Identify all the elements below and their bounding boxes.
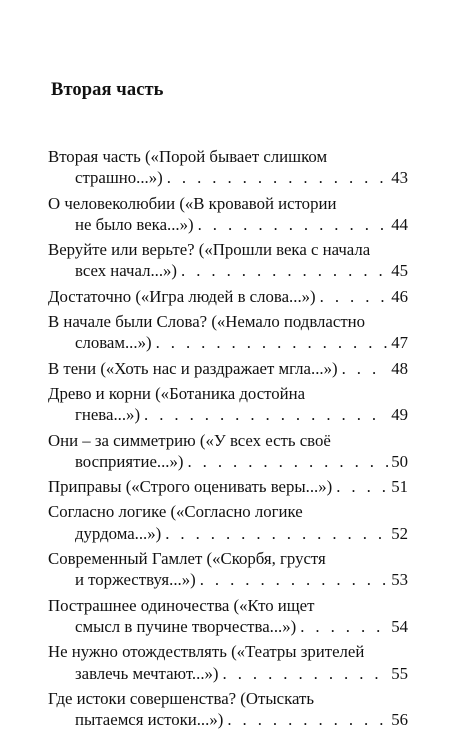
toc-entry: [48, 193, 408, 236]
toc-entry-title-continued: словам...»): [75, 333, 152, 353]
page-number: 55: [391, 663, 408, 683]
toc-entry-title-continued: не было века...»): [75, 214, 194, 234]
toc-entry-line: [48, 358, 408, 379]
toc-entry-continuation: [48, 569, 408, 590]
dot-leader: [167, 167, 389, 188]
page-number: 44: [391, 214, 408, 234]
toc-entry-title-continued: и торжествуя...»): [75, 570, 196, 590]
toc-entry-continuation: [48, 523, 408, 544]
toc-entry: [48, 430, 408, 473]
toc-entry: [48, 641, 408, 684]
dot-leader: [187, 451, 388, 472]
page-number: 43: [391, 168, 408, 188]
toc-entry-title-continued: восприятие...»): [75, 451, 184, 471]
toc-entry-continuation: [48, 404, 408, 425]
toc-entry-title-continued: пытаемся истоки...»): [75, 710, 224, 730]
dot-leader: [320, 286, 389, 307]
page-number: 48: [391, 358, 408, 378]
toc-entry: [48, 286, 408, 307]
toc-entry-continuation: [48, 214, 408, 235]
page-number: 52: [391, 523, 408, 543]
toc-entry-continuation: [48, 616, 408, 637]
dot-leader: [144, 404, 388, 425]
page-number: 45: [391, 261, 408, 281]
dot-leader: [156, 332, 389, 353]
page-number: 46: [391, 286, 408, 306]
toc-entry-continuation: [48, 663, 408, 684]
toc-entry-title: В начале были Слова? («Немало подвластно: [48, 312, 366, 332]
toc-entry: [48, 501, 408, 544]
toc-entry-title: О человеколюбии («В кровавой истории: [48, 193, 337, 213]
toc-entry: [48, 476, 408, 497]
page-number: 54: [391, 616, 408, 636]
toc-entry: [48, 239, 408, 282]
toc-entry-title: Вторая часть («Порой бывает слишком: [48, 147, 328, 166]
toc-entry-title: Не нужно отождествлять («Театры зрителей: [48, 642, 365, 662]
toc-entry-title: Пострашнее одиночества («Кто ищет: [48, 595, 315, 615]
toc-entry-continuation: [48, 451, 408, 472]
toc-entry: [48, 311, 408, 354]
toc-entry-title-continued: завлечь мечтают...»): [75, 663, 219, 683]
page-number: 51: [391, 477, 408, 497]
toc-entry-line: [48, 286, 408, 307]
toc-entry-title-continued: гнева...»): [75, 405, 141, 425]
section-title: Вторая часть: [51, 80, 164, 100]
toc-entry: [48, 688, 408, 731]
toc-entry: [48, 146, 408, 189]
toc-entry-title: Древо и корни («Ботаника достойна: [48, 383, 306, 403]
toc-entry-continuation: [48, 332, 408, 353]
page-number: 49: [391, 405, 408, 425]
toc-entry-title: Они – за симметрию («У всех есть своё: [48, 430, 331, 450]
dot-leader: [342, 358, 389, 379]
dot-leader: [300, 616, 388, 637]
dot-leader: [181, 260, 388, 281]
toc-entry-title-continued: страшно...»): [75, 168, 163, 188]
toc-entry-line: [48, 476, 408, 497]
toc-entry-title: Приправы («Строго оценивать веры...»): [48, 477, 333, 497]
toc-entry-title: Где истоки совершенства? (Отыскать: [48, 688, 314, 708]
dot-leader: [165, 523, 388, 544]
page-number: 50: [391, 451, 408, 471]
toc-entry-title: В тени («Хоть нас и раздражает мгла...»): [48, 358, 338, 378]
dot-leader: [200, 569, 389, 590]
toc-entry-title-continued: дурдома...»): [75, 523, 162, 543]
page-number: 53: [391, 570, 408, 590]
dot-leader: [223, 663, 389, 684]
dot-leader: [336, 476, 388, 497]
toc-entry: [48, 548, 408, 591]
toc-entry-title: Достаточно («Игра людей в слова...»): [48, 286, 316, 306]
toc-entry-title: Согласно логике («Согласно логике: [48, 502, 303, 522]
dot-leader: [227, 709, 388, 730]
toc-entry-continuation: [48, 709, 408, 730]
toc-entry: [48, 595, 408, 638]
dot-leader: [198, 214, 389, 235]
page-number: 56: [391, 710, 408, 730]
toc-entry-continuation: [48, 260, 408, 281]
toc-entry-title-continued: смысл в пучине творчества...»): [75, 616, 297, 636]
table-of-contents: [48, 146, 408, 734]
toc-entry-title: Веруйте или верьте? («Прошли века с начала: [48, 240, 371, 260]
toc-entry-continuation: [48, 167, 408, 188]
toc-entry: [48, 383, 408, 426]
toc-entry-title-continued: всех начал...»): [75, 261, 178, 281]
page-number: 47: [391, 333, 408, 353]
toc-entry-title: Современный Гамлет («Скорбя, грустя: [48, 549, 326, 569]
toc-entry: [48, 358, 408, 379]
